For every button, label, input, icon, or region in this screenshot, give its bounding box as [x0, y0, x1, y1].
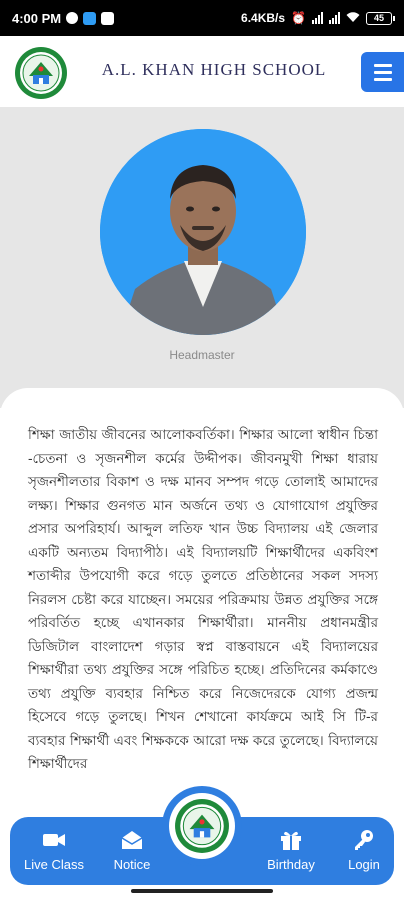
- nav-login[interactable]: [332, 829, 396, 872]
- menu-button[interactable]: [361, 52, 404, 92]
- key-icon: [352, 829, 376, 851]
- nav-live-class[interactable]: [22, 829, 86, 872]
- video-camera-icon: [42, 829, 66, 851]
- headmaster-photo: [100, 129, 306, 335]
- nav-label: Birthday: [267, 857, 315, 872]
- status-time: 4:00 PM: [12, 10, 62, 26]
- whatsapp-icon: [66, 12, 78, 24]
- app-header: [0, 36, 404, 108]
- hamburger-line: [374, 78, 392, 81]
- battery-icon: 45: [366, 12, 392, 25]
- alarm-icon: ⏰: [291, 11, 306, 25]
- hamburger-menu-icon: [374, 64, 392, 67]
- download-icon: [83, 12, 96, 25]
- school-title: A.L. KHAN HIGH SCHOOL: [101, 60, 327, 79]
- nav-label: Live Class: [24, 857, 84, 872]
- school-emblem-icon: [174, 798, 230, 854]
- school-emblem-icon[interactable]: [14, 46, 68, 100]
- wifi-icon: [346, 11, 360, 26]
- headmaster-section: [0, 108, 404, 408]
- envelope-icon: [120, 829, 144, 851]
- signal-2-icon: [329, 12, 340, 24]
- net-speed: 6.4KB/s: [241, 11, 286, 25]
- nav-birthday[interactable]: [259, 829, 323, 872]
- status-bar: [0, 0, 404, 36]
- gesture-bar[interactable]: [131, 889, 273, 893]
- nav-label: Notice: [113, 857, 151, 872]
- nav-notice[interactable]: [100, 829, 164, 872]
- headmaster-label: Headmaster: [169, 348, 235, 362]
- mail-icon: [101, 12, 114, 25]
- nav-label: Login: [348, 857, 380, 872]
- gift-icon: [279, 829, 303, 851]
- home-button-inner: [169, 793, 235, 859]
- hamburger-line: [374, 71, 392, 74]
- home-button[interactable]: [162, 786, 242, 866]
- headmaster-message: শিক্ষা জাতীয় জীবনের আলোকবর্তিকা। শিক্ষার আলো স্বাধীন চিন্তা -চেতনা ও সৃজনশীল কর্মের উদ্দীপক। জীবনমুখী শিক্ষা ধারায় সৃজনশীলতার বিকাশ ও দক্ষ মানব সম্পদ গড়ে তোলাই আমাদের লক্ষ্য। শিক্ষার গুনগত মান অর্জনে তথ্য ও যোগাযোগ প্রযুক্তির প্রসার অপরিহার্য। আব্দুল লতিফ খান উচ্চ বিদ্যালয় এই জেলার একটি অন্যতম বিদ্যাপীঠ। এই বিদ্যালয়টি শিক্ষার্থীদের একবিংশ শতাব্দীর উপযোগী করে গড়ে তুলতে প্রতিষ্ঠানের সকল সদস্য নিরলস চেষ্টা করে যাচ্ছেন। সময়ের পরিক্রমায় উন্নত প্রযুক্তির সঙ্গে পরিবর্তিত হচ্ছে এখানকার শিক্ষার্থীরা। মাননীয় প্রধানমন্ত্রীর ডিজিটাল বাংলাদেশ গড়ার স্বপ্ন বাস্তবায়নে এই বিদ্যালয়ের শিক্ষার্থীরা তথ্য প্রযুক্তির সঙ্গে পরিচিত হচ্ছে। প্রতিদিনের কর্মকাণ্ডে তথ্য প্রযুক্তি ব্যবহার নিশ্চিত করে নিজেদেরকে যোগ্য প্রজন্ম হিসেবে গড়ে তুলছে। শিখন শেখানো কার্যক্রমে আই সি টি-র ব্যবহার শিক্ষার্থী এবং শিক্ষককে আরো দক্ষ করে তুলেছে। বিদ্যালয়ে শিক্ষার্থীদের: [28, 427, 378, 772]
- signal-icon: [312, 12, 323, 24]
